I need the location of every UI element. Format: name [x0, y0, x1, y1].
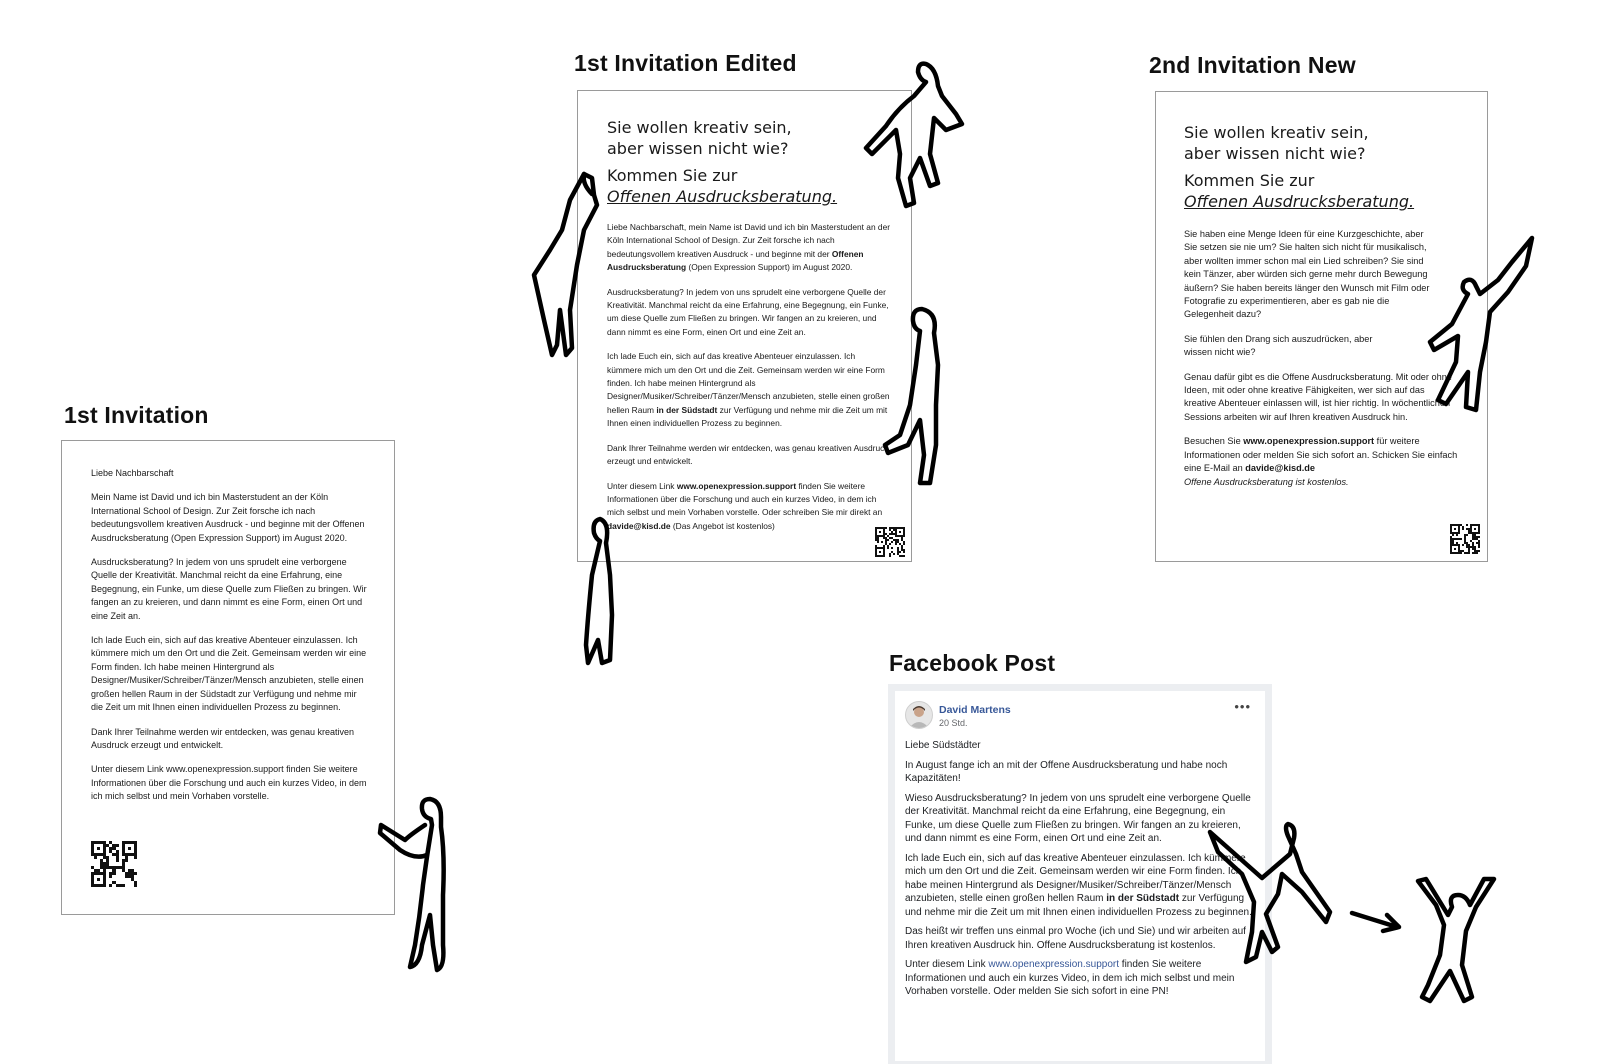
post-paragraph-4: Das heißt wir treffen uns einmal pro Woche (ich und Sie) und wir arbeiten auf Ihren kreativen Ausdruck hin. Offene Ausdrucksberatung ist kostenlos. — [905, 926, 1246, 951]
stick-figure-sketch — [375, 795, 465, 975]
post-paragraph-3: Ich lade Euch ein, sich auf das kreative Abenteuer einzulassen. Ich kümmere mich um den Ort und die Zeit. Gemeinsam werden wir eine Form finden. Ich habe meinen Hintergrund als Designer/Musiker/Schreiber/Tänzer/Mensch anzubieten, stelle einen großen hellen Raum in der Südstadt zur Verfügung und nehme mir die Zeit um mit Ihnen einen individuellen Prozess zu beginnen. — [905, 852, 1252, 918]
inv2-headline-2: aber wissen nicht wie? — [1184, 144, 1366, 163]
inv1e-headline-2: aber wissen nicht wie? — [607, 139, 789, 158]
inv2-paragraph-3: Genau dafür gibt es die Offene Ausdrucksberatung. Mit oder ohne Ideen, mit oder ohne kreative Fähigkeiten, wer sich auf das kreative Abenteuer einlassen will, ist hier richtig. In wöchentlichen Sessions arbeiten wir auf Ihren kreativen Ausdruck hin. — [1184, 371, 1452, 422]
inv1e-paragraph-5: Unter diesem Link www.openexpression.support finden Sie weitere Informationen über die Forschung und auch ein kurzes Video, in dem ich mich selbst und mein Vorhaben vorstelle. Oder schreiben Sie mir direkt an davide@kisd.de (Das Angebot ist kostenlos) — [607, 480, 883, 531]
inv2-headline-3: Kommen Sie zur — [1184, 171, 1315, 190]
inv1e-paragraph-1: Liebe Nachbarschaft, mein Name ist David und ich bin Masterstudent an der Köln International School of Design. Zur Zeit forsche ich nach bedeutungsvollem kreativen Ausdruck - und beginne mit der Offenen Ausdrucksberatung (Open Expression Support) im August 2020. — [607, 222, 891, 273]
stick-figure-sketch — [522, 170, 602, 360]
post-paragraph-1: In August fange ich an mit der Offene Ausdrucksberatung und habe noch Kapazitäten! — [905, 759, 1228, 784]
inv1-greeting: Liebe Nachbarschaft — [91, 468, 174, 478]
inv2-headline-1: Sie wollen kreativ sein, — [1184, 123, 1369, 142]
post-greeting: Liebe Südstädter — [905, 740, 981, 751]
stick-figure-sketch — [574, 515, 629, 665]
card-first-invitation — [61, 440, 395, 915]
title-facebook-post: Facebook Post — [889, 650, 1056, 676]
arrow-right-sketch — [1349, 905, 1404, 935]
inv1-paragraph-5: Unter diesem Link www.openexpression.support finden Sie weitere Informationen über die Forschung und auch ein kurzes Video, in dem ich mich selbst und mein Vorhaben vorstelle. — [91, 764, 367, 802]
post-paragraph-5: Unter diesem Link www.openexpression.support finden Sie weitere Informationen und auch ein kurzes Video, in dem ich mich selbst und mein Vorhaben vorstelle. Oder melden Sie sich sofort in eine PN! — [905, 959, 1235, 997]
post-author-name[interactable]: David Martens — [939, 704, 1011, 716]
stick-figure-sketch — [880, 305, 955, 485]
qr-code-icon — [875, 527, 905, 557]
inv1-paragraph-3: Ich lade Euch ein, sich auf das kreative Abenteuer einzulassen. Ich kümmere mich um den Ort und die Zeit. Gemeinsam werden wir eine Form finden. Ich habe meinen Hintergrund als Designer/Musiker/Schreiber/Tänzer/Mensch anzubieten, stelle einen großen hellen Raum in der Südstadt zur Verfügung und nehme mir die Zeit um mit Ihnen einen individuellen Prozess zu beginnen. — [91, 635, 367, 713]
inv1-paragraph-2: Ausdrucksberatung? In jedem von uns sprudelt eine verborgene Quelle der Kreativität. Manchmal reicht da eine Erfahrung, eine Begegnung, ein Funke, um diese Quelle zum Fließen zu bringen. Wir fangen an zu kreieren, und dann nimmt es eine Form, einen Ort und eine Zeit an. — [91, 557, 367, 621]
inv1e-headline-3: Kommen Sie zur — [607, 166, 738, 185]
inv2-paragraph-1: Sie haben eine Menge Ideen für eine Kurzgeschichte, aber Sie setzen sie nie um? Sie halten sich nicht für musikalisch, aber wollten immer schon mal ein Lied schreiben? Sie sind kein Tänzer, aber würden sich gerne mehr durch Bewegung äußern? Sie haben bereits länger den Wunsch mit Film oder Fotografie zu experimentieren, aber es gab nie die Gelegenheit dazu? — [1184, 229, 1430, 320]
inv1e-paragraph-4: Dank Ihrer Teilnahme werden wir entdecken, was genau kreativen Ausdruck erzeugt und entwickelt. — [607, 442, 889, 467]
inv1e-headline-1: Sie wollen kreativ sein, — [607, 118, 792, 137]
title-first-invitation-edited: 1st Invitation Edited — [574, 50, 797, 76]
inv2-paragraph-2: Sie fühlen den Drang sich auszudrücken, aber wissen nicht wie? — [1184, 333, 1373, 358]
title-second-invitation: 2nd Invitation New — [1149, 52, 1356, 78]
inv1e-paragraph-2: Ausdrucksberatung? In jedem von uns sprudelt eine verborgene Quelle der Kreativität. Manchmal reicht da eine Erfahrung, eine Begegnung, ein Funke, um diese Quelle zum Fließen zu bringen. Wir fangen an zu kreieren, und dann nimmt es eine Form, einen Ort und eine Zeit an. — [607, 286, 889, 337]
post-body — [905, 739, 1255, 1005]
qr-code-icon — [91, 841, 137, 887]
stick-figure-sketch — [1206, 822, 1336, 967]
avatar-icon[interactable] — [905, 701, 933, 729]
inv1-paragraph-4: Dank Ihrer Teilnahme werden wir entdecken, was genau kreativen Ausdruck erzeugt und entwickelt. — [91, 726, 354, 750]
stick-figure-sketch — [858, 58, 968, 208]
inv2-paragraph-free: Offene Ausdrucksberatung ist kostenlos. — [1184, 476, 1349, 487]
post-link[interactable]: www.openexpression.support — [988, 959, 1120, 970]
qr-code-icon — [1450, 524, 1480, 554]
post-timestamp[interactable]: 20 Std. — [939, 718, 968, 728]
inv2-headline-4: Offenen Ausdrucksberatung. — [1184, 192, 1415, 211]
stick-figure-sketch — [1414, 875, 1499, 1010]
title-first-invitation: 1st Invitation — [64, 402, 209, 428]
more-options-icon[interactable]: ••• — [1234, 699, 1251, 714]
inv1e-headline-4: Offenen Ausdrucksberatung. — [607, 187, 838, 206]
inv1e-paragraph-3: Ich lade Euch ein, sich auf das kreative Abenteuer einzulassen. Ich kümmere mich um den Ort und die Zeit. Gemeinsam werden wir eine Form finden. Ich habe meinen Hintergrund als Designer/Musiker/Schreiber/Tänzer/Mensch anzubieten, stelle einen großen hellen Raum in der Südstadt zur Verfügung und nehme mir die Zeit um mit Ihnen einen individuellen Prozess zu beginnen. — [607, 351, 890, 429]
inv2-paragraph-4: Besuchen Sie www.openexpression.support für weitere Informationen oder melden Sie sich sofort an. Schicken Sie einfach eine E-Mail an davide@kisd.de — [1184, 436, 1458, 474]
stick-figure-sketch — [1428, 232, 1538, 412]
inv1-paragraph-1: Mein Name ist David und ich bin Masterstudent an der Köln International School of Design. Zur Zeit forsche ich nach bedeutungsvollem kreativen Ausdruck - und beginne mit der Offenen Ausdrucksberatung (Open Expression Support) im August 2020. — [91, 492, 365, 543]
post-paragraph-2: Wieso Ausdrucksberatung? In jedem von uns sprudelt eine verborgene Quelle der Kreativität. Manchmal reicht da eine Erfahrung, eine Begegnung, ein Funke, um diese Quelle zum Fließen zu bringen. Wir fangen an zu kreieren, und dann nimmt es eine Form, einen Ort und eine Zeit an. — [905, 792, 1251, 844]
